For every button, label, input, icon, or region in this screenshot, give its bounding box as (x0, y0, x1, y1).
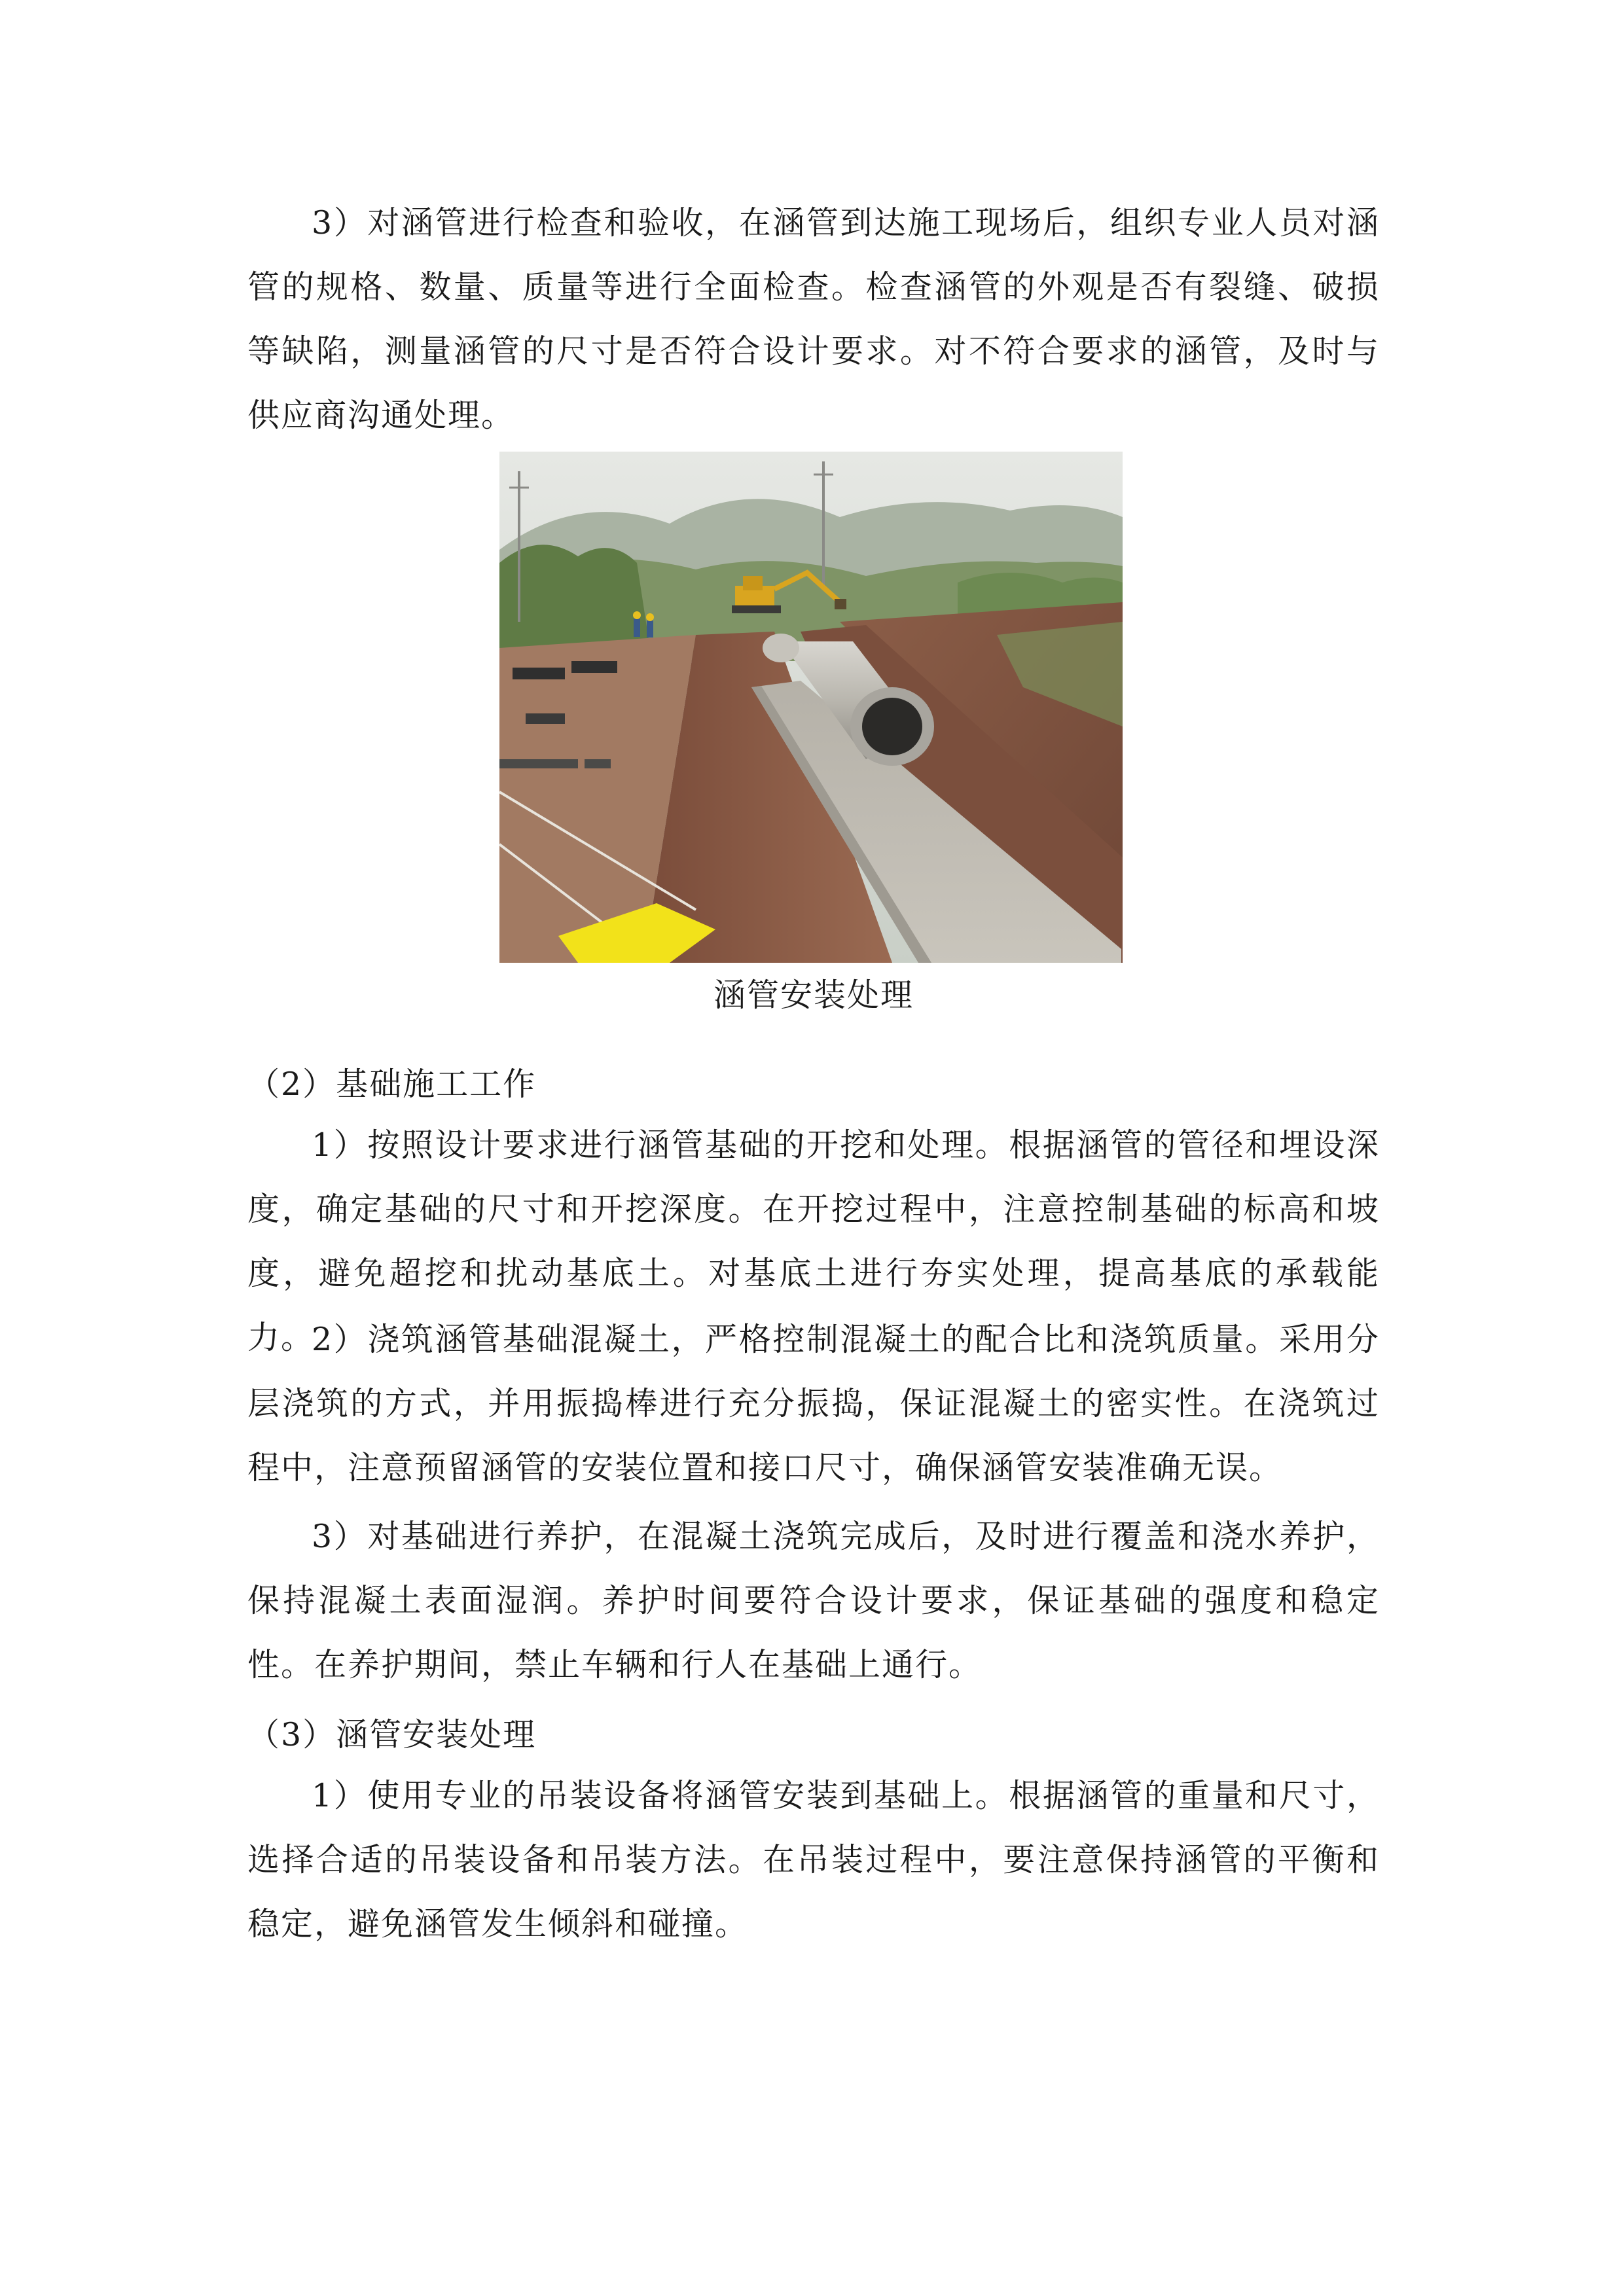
paragraph-culvert-hoisting: 1）使用专业的吊装设备将涵管安装到基础上。根据涵管的重量和尺寸，选择合适的吊装设备和吊装方法。在吊装过程中，要注意保持涵管的平衡和稳定，避免涵管发生倾斜和碰撞。 (247, 1777, 1380, 1943)
section-heading-installation: （3）涵管安装处理 (247, 1716, 537, 1753)
paragraph-culvert-inspection: 3）对涵管进行检查和验收，在涵管到达施工现场后，组织专业人员对涵管的规格、数量、质量等进行全面检查。检查涵管的外观是否有裂缝、破损等缺陷，测量涵管的尺寸是否符合设计要求。对不符合要求的涵管，及时与供应商沟通处理。 (247, 204, 1380, 434)
paragraph-foundation-curing: 3）对基础进行养护，在混凝土浇筑完成后，及时进行覆盖和浇水养护，保持混凝土表面湿润。养护时间要符合设计要求，保证基础的强度和稳定性。在养护期间，禁止车辆和行人在基础上通行。 (247, 1518, 1380, 1683)
construction-site-illustration (499, 452, 1123, 963)
section-heading-foundation: （2）基础施工工作 (247, 1066, 537, 1103)
paragraph-concrete-pouring: 2）浇筑涵管基础混凝土，严格控制混凝土的配合比和浇筑质量。采用分层浇筑的方式，并用振捣棒进行充分振捣，保证混凝土的密实性。在浇筑过程中，注意预留涵管的安装位置和接口尺寸，确保涵管安装准确无误。 (247, 1321, 1380, 1486)
figure-caption: 涵管安装处理 (713, 977, 914, 1014)
paragraph-foundation-excavation: 1）按照设计要求进行涵管基础的开挖和处理。根据涵管的管径和埋设深度，确定基础的尺寸和开挖深度。在开挖过程中，注意控制基础的标高和坡度，避免超挖和扰动基底土。对基底土进行夯实处理，提高基底的承载能力。 (247, 1126, 1380, 1356)
culvert-installation-photo (499, 452, 1123, 963)
